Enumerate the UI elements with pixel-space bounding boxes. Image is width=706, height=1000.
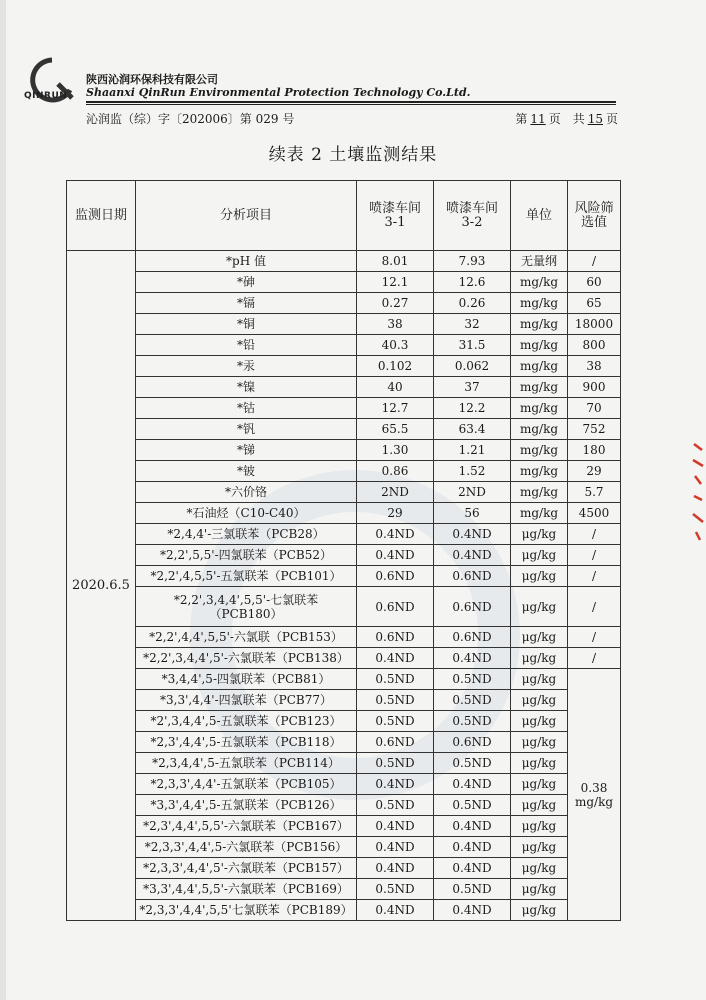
value-3-2-cell: 0.4ND: [434, 900, 511, 921]
header-risk-value: 风险筛 选值: [568, 181, 621, 251]
table-row: [67, 398, 621, 419]
red-stamp-edge: [690, 440, 706, 550]
table-row: [67, 314, 621, 335]
risk-value-cell: 4500: [568, 503, 621, 524]
unit-cell: mg/kg: [511, 461, 568, 482]
item-cell: *2,3',4,4',5-五氯联苯（PCB118）: [136, 732, 357, 753]
unit-cell: μg/kg: [511, 879, 568, 900]
value-3-1-cell: 0.6ND: [357, 566, 434, 587]
header-date: 监测日期: [67, 181, 136, 251]
risk-value-cell: 180: [568, 440, 621, 461]
value-3-1-cell: 0.5ND: [357, 879, 434, 900]
unit-cell: mg/kg: [511, 440, 568, 461]
value-3-2-cell: 1.52: [434, 461, 511, 482]
monitoring-results-table: [66, 180, 621, 921]
value-3-2-cell: 0.6ND: [434, 587, 511, 627]
table-row: [67, 272, 621, 293]
value-3-2-cell: 0.4ND: [434, 774, 511, 795]
unit-cell: 无量纲: [511, 251, 568, 272]
unit-cell: mg/kg: [511, 293, 568, 314]
risk-value-cell: /: [568, 587, 621, 627]
value-3-1-cell: 0.5ND: [357, 753, 434, 774]
value-3-1-cell: 65.5: [357, 419, 434, 440]
value-3-1-cell: 0.86: [357, 461, 434, 482]
unit-cell: mg/kg: [511, 272, 568, 293]
risk-value-cell: 60: [568, 272, 621, 293]
table-row: [67, 627, 621, 648]
value-3-1-cell: 0.27: [357, 293, 434, 314]
item-cell: *3,4,4',5-四氯联苯（PCB81）: [136, 669, 357, 690]
value-3-1-cell: 0.6ND: [357, 627, 434, 648]
item-cell: *3,3',4,4'-四氯联苯（PCB77）: [136, 690, 357, 711]
unit-cell: mg/kg: [511, 335, 568, 356]
value-3-2-cell: 37: [434, 377, 511, 398]
value-3-2-cell: 63.4: [434, 419, 511, 440]
header-site-3-2: 喷漆车间 3-2: [434, 181, 511, 251]
value-3-1-cell: 12.7: [357, 398, 434, 419]
unit-cell: mg/kg: [511, 482, 568, 503]
value-3-1-cell: 0.6ND: [357, 732, 434, 753]
value-3-2-cell: 0.4ND: [434, 816, 511, 837]
value-3-2-cell: 0.6ND: [434, 566, 511, 587]
value-3-1-cell: 0.4ND: [357, 837, 434, 858]
value-3-1-cell: 0.4ND: [357, 816, 434, 837]
risk-value-cell: 70: [568, 398, 621, 419]
item-cell: *锑: [136, 440, 357, 461]
value-3-2-cell: 0.26: [434, 293, 511, 314]
company-name-en: Shaanxi QinRun Environmental Protection Technology Co.Ltd.: [86, 86, 471, 99]
risk-value-cell: 900: [568, 377, 621, 398]
value-3-2-cell: 0.5ND: [434, 795, 511, 816]
company-name-cn: 陕西沁润环保科技有限公司: [86, 73, 218, 86]
item-cell: *pH 值: [136, 251, 357, 272]
value-3-1-cell: 0.4ND: [357, 648, 434, 669]
risk-value-cell: /: [568, 545, 621, 566]
item-cell: *石油烃（C10-C40）: [136, 503, 357, 524]
value-3-1-cell: 40: [357, 377, 434, 398]
value-3-1-cell: 0.4ND: [357, 524, 434, 545]
value-3-2-cell: 0.6ND: [434, 732, 511, 753]
risk-value-cell: 29: [568, 461, 621, 482]
value-3-1-cell: 0.4ND: [357, 900, 434, 921]
logo-text: QINRUN: [24, 91, 68, 101]
item-cell: *2,3,3',4,4',5'-六氯联苯（PCB157）: [136, 858, 357, 879]
value-3-1-cell: 8.01: [357, 251, 434, 272]
risk-value-cell: /: [568, 648, 621, 669]
item-cell: *钴: [136, 398, 357, 419]
table-row: [67, 837, 621, 858]
item-cell: *2,2',4,5,5'-五氯联苯（PCB101）: [136, 566, 357, 587]
header-site-3-1: 喷漆车间 3-1: [357, 181, 434, 251]
table-row: [67, 858, 621, 879]
value-3-2-cell: 0.5ND: [434, 879, 511, 900]
risk-value-cell: /: [568, 566, 621, 587]
item-cell: *2,3,4,4',5-五氯联苯（PCB114）: [136, 753, 357, 774]
table-row: [67, 753, 621, 774]
unit-cell: μg/kg: [511, 566, 568, 587]
risk-value-cell: /: [568, 524, 621, 545]
table-row: [67, 648, 621, 669]
unit-cell: mg/kg: [511, 314, 568, 335]
value-3-2-cell: 0.5ND: [434, 753, 511, 774]
risk-value-cell: /: [568, 627, 621, 648]
item-cell: *2,2',4,4',5,5'-六氯联（PCB153）: [136, 627, 357, 648]
unit-cell: μg/kg: [511, 774, 568, 795]
unit-cell: μg/kg: [511, 795, 568, 816]
value-3-2-cell: 0.5ND: [434, 711, 511, 732]
unit-cell: μg/kg: [511, 690, 568, 711]
value-3-1-cell: 0.4ND: [357, 774, 434, 795]
item-cell: *2,3',4,4',5,5'-六氯联苯（PCB167）: [136, 816, 357, 837]
value-3-2-cell: 32: [434, 314, 511, 335]
risk-value-cell: 752: [568, 419, 621, 440]
item-cell: *铜: [136, 314, 357, 335]
item-cell: *钒: [136, 419, 357, 440]
item-cell: *镉: [136, 293, 357, 314]
value-3-1-cell: 40.3: [357, 335, 434, 356]
value-3-2-cell: 0.4ND: [434, 545, 511, 566]
item-cell: *2',3,4,4',5-五氯联苯（PCB123）: [136, 711, 357, 732]
value-3-2-cell: 0.062: [434, 356, 511, 377]
value-3-2-cell: 0.6ND: [434, 627, 511, 648]
table-row: [67, 356, 621, 377]
value-3-1-cell: 0.5ND: [357, 711, 434, 732]
date-cell: 2020.6.5: [67, 251, 136, 921]
table-row: [67, 335, 621, 356]
value-3-1-cell: 0.4ND: [357, 858, 434, 879]
unit-cell: μg/kg: [511, 648, 568, 669]
value-3-2-cell: 0.5ND: [434, 669, 511, 690]
value-3-1-cell: 0.102: [357, 356, 434, 377]
item-cell: *2,2',5,5'-四氯联苯（PCB52）: [136, 545, 357, 566]
table-row: [67, 524, 621, 545]
unit-cell: mg/kg: [511, 356, 568, 377]
item-cell: *2,3,3',4,4',5-六氯联苯（PCB156）: [136, 837, 357, 858]
risk-value-cell: 18000: [568, 314, 621, 335]
item-cell: *2,4,4'-三氯联苯（PCB28）: [136, 524, 357, 545]
item-cell: *2,3,3',4,4',5,5'七氯联苯（PCB189）: [136, 900, 357, 921]
table-row: [67, 293, 621, 314]
value-3-2-cell: 12.6: [434, 272, 511, 293]
unit-cell: μg/kg: [511, 858, 568, 879]
table-row: [67, 900, 621, 921]
risk-value-cell: 38: [568, 356, 621, 377]
item-cell: *2,2',3,4,4',5,5'-七氯联苯 （PCB180）: [136, 587, 357, 627]
unit-cell: μg/kg: [511, 669, 568, 690]
risk-value-cell: 5.7: [568, 482, 621, 503]
table-row: [67, 795, 621, 816]
table-row: [67, 566, 621, 587]
item-cell: *砷: [136, 272, 357, 293]
risk-value-cell: 65: [568, 293, 621, 314]
value-3-2-cell: 0.4ND: [434, 858, 511, 879]
document-number: 沁润监（综）字〔202006〕第 029 号: [86, 112, 295, 126]
value-3-2-cell: 0.4ND: [434, 524, 511, 545]
table-row: [67, 879, 621, 900]
item-cell: *铍: [136, 461, 357, 482]
item-cell: *六价铬: [136, 482, 357, 503]
item-cell: *汞: [136, 356, 357, 377]
value-3-2-cell: 0.4ND: [434, 648, 511, 669]
table-row: [67, 503, 621, 524]
value-3-1-cell: 12.1: [357, 272, 434, 293]
table-row: [67, 669, 621, 690]
table-row: [67, 545, 621, 566]
value-3-2-cell: 56: [434, 503, 511, 524]
header-item: 分析项目: [136, 181, 357, 251]
table-row: [67, 419, 621, 440]
table-row: [67, 461, 621, 482]
unit-cell: μg/kg: [511, 524, 568, 545]
risk-value-cell: 800: [568, 335, 621, 356]
header-rule-thin: [86, 104, 616, 105]
value-3-2-cell: 7.93: [434, 251, 511, 272]
header-unit: 单位: [511, 181, 568, 251]
total-pages: 15: [587, 112, 603, 126]
table-row: [67, 690, 621, 711]
unit-cell: mg/kg: [511, 419, 568, 440]
page-number: 第 11 页 共 15 页: [515, 112, 618, 126]
item-cell: *3,3',4,4',5,5'-六氯联苯（PCB169）: [136, 879, 357, 900]
unit-cell: mg/kg: [511, 503, 568, 524]
unit-cell: μg/kg: [511, 732, 568, 753]
table-row: [67, 251, 621, 272]
table-row: [67, 816, 621, 837]
value-3-2-cell: 0.5ND: [434, 690, 511, 711]
value-3-1-cell: 2ND: [357, 482, 434, 503]
item-cell: *2,2',3,4,4',5'-六氯联苯（PCB138）: [136, 648, 357, 669]
item-cell: *铅: [136, 335, 357, 356]
value-3-1-cell: 0.5ND: [357, 795, 434, 816]
table-row: [67, 377, 621, 398]
unit-cell: μg/kg: [511, 545, 568, 566]
value-3-2-cell: 2ND: [434, 482, 511, 503]
value-3-1-cell: 29: [357, 503, 434, 524]
table-title: 续表 2 土壤监测结果: [268, 145, 438, 165]
table-row: [67, 711, 621, 732]
risk-value-cell: /: [568, 251, 621, 272]
value-3-2-cell: 0.4ND: [434, 837, 511, 858]
value-3-1-cell: 0.6ND: [357, 587, 434, 627]
unit-cell: μg/kg: [511, 837, 568, 858]
unit-cell: μg/kg: [511, 627, 568, 648]
header-rule: [86, 101, 616, 103]
value-3-1-cell: 1.30: [357, 440, 434, 461]
current-page: 11: [530, 112, 546, 126]
table-row: [67, 482, 621, 503]
unit-cell: μg/kg: [511, 711, 568, 732]
unit-cell: μg/kg: [511, 587, 568, 627]
table-row: [67, 732, 621, 753]
unit-cell: mg/kg: [511, 377, 568, 398]
value-3-1-cell: 0.4ND: [357, 545, 434, 566]
unit-cell: μg/kg: [511, 900, 568, 921]
table-row: [67, 774, 621, 795]
unit-cell: mg/kg: [511, 398, 568, 419]
value-3-2-cell: 31.5: [434, 335, 511, 356]
value-3-1-cell: 0.5ND: [357, 669, 434, 690]
shared-risk-value-cell: 0.38 mg/kg: [568, 669, 621, 921]
item-cell: *3,3',4,4',5-五氯联苯（PCB126）: [136, 795, 357, 816]
unit-cell: μg/kg: [511, 816, 568, 837]
value-3-1-cell: 0.5ND: [357, 690, 434, 711]
value-3-1-cell: 38: [357, 314, 434, 335]
table-row: [67, 587, 621, 627]
unit-cell: μg/kg: [511, 753, 568, 774]
table-row: [67, 440, 621, 461]
value-3-2-cell: 1.21: [434, 440, 511, 461]
item-cell: *镍: [136, 377, 357, 398]
value-3-2-cell: 12.2: [434, 398, 511, 419]
item-cell: *2,3,3',4,4'-五氯联苯（PCB105）: [136, 774, 357, 795]
